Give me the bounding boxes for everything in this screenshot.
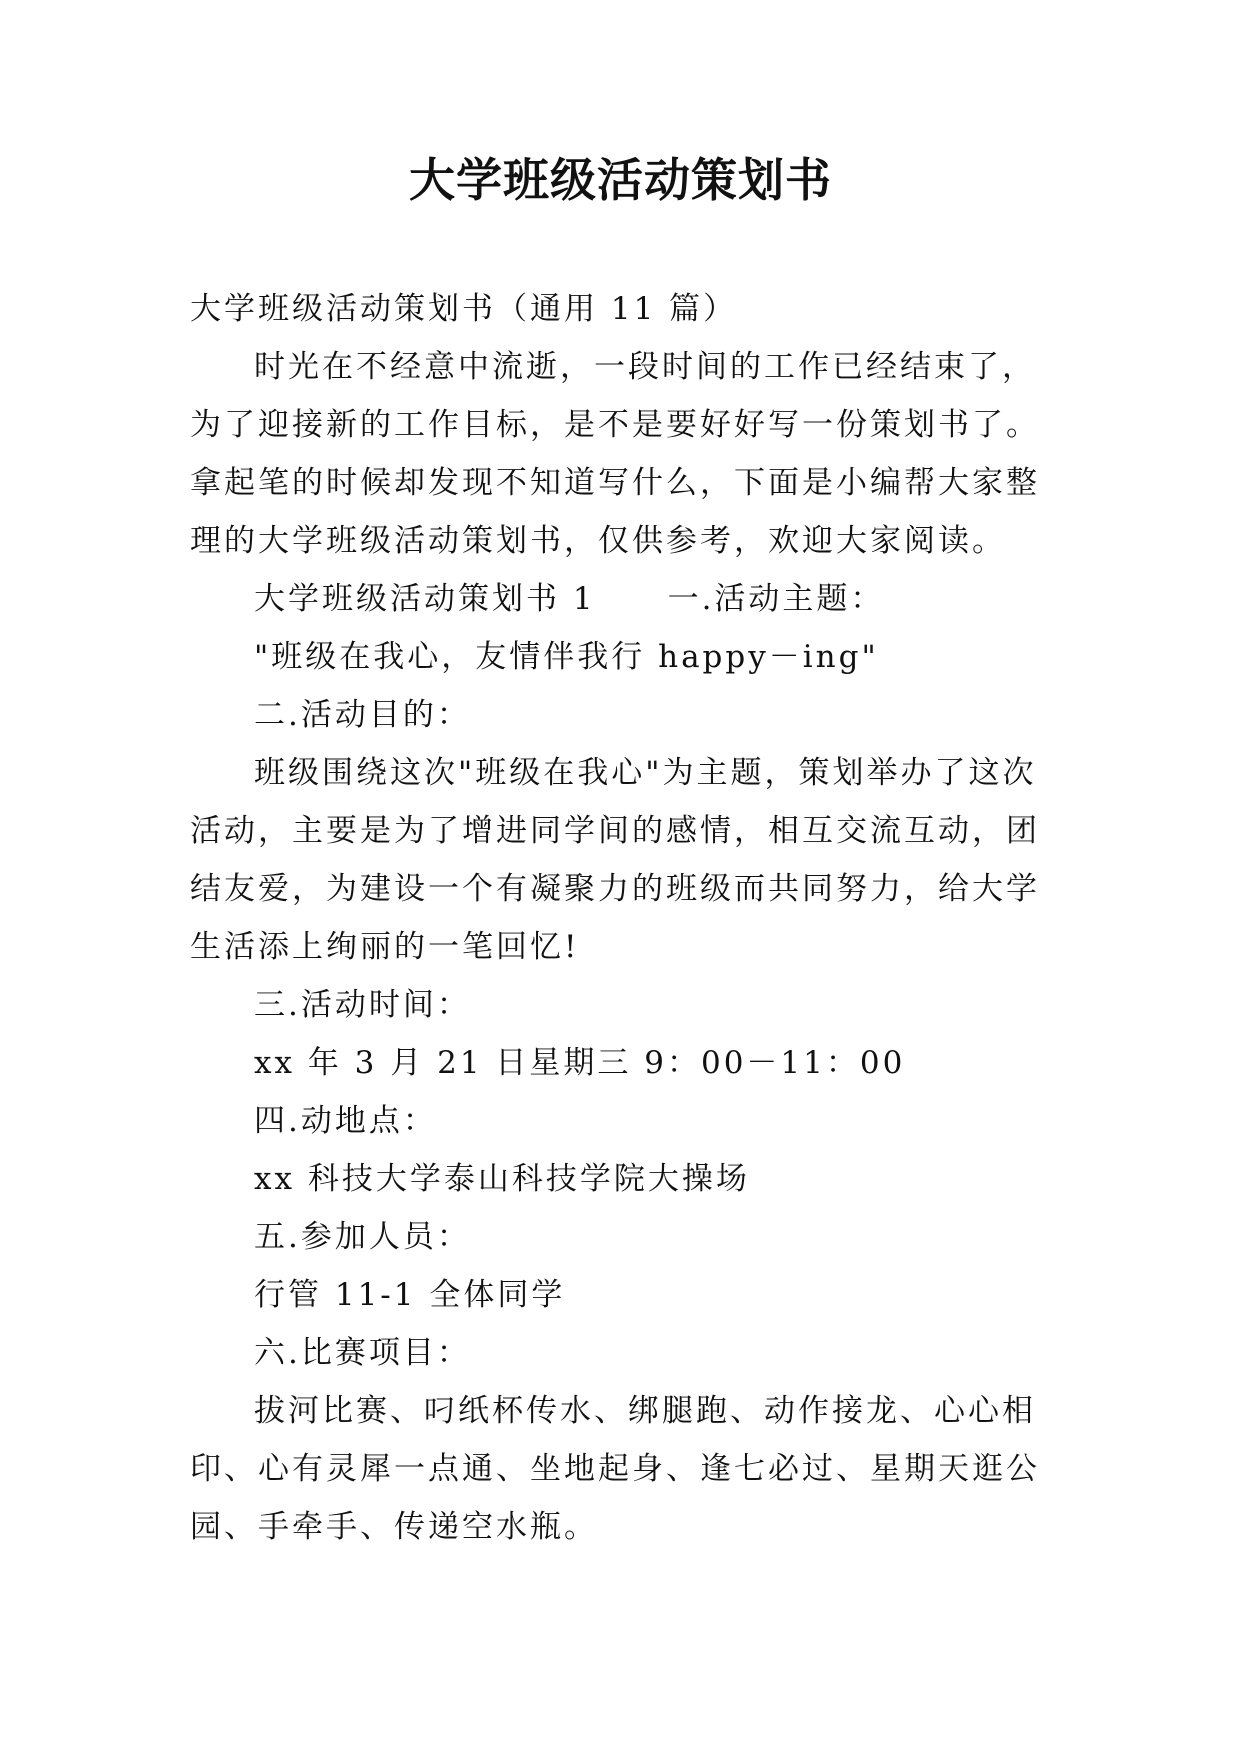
- purpose-heading: 二.活动目的：: [254, 697, 471, 733]
- theme-text: "班级在我心，友情伴我行 happy－ing": [254, 639, 879, 675]
- events-text: 拔河比赛、叼纸杯传水、绑腿跑、动作接龙、心心相印、心有灵犀一点通、坐地起身、逢七必过、星期天逛公园、手牵手、传递空水瓶。: [190, 1393, 1040, 1545]
- people-heading: 五.参加人员：: [254, 1219, 471, 1255]
- people-text: 行管 11-1 全体同学: [254, 1277, 566, 1313]
- place-text: xx 科技大学泰山科技学院大操场: [254, 1161, 750, 1197]
- time-text: xx 年 3 月 21 日星期三 9：00－11：00: [254, 1045, 906, 1081]
- purpose-text: 班级围绕这次"班级在我心"为主题，策划举办了这次活动，主要是为了增进同学间的感情，相互交流互动，团结友爱，为建设一个有凝聚力的班级而共同努力，给大学生活添上绚丽的一笔回忆!: [190, 755, 1040, 965]
- events-heading: 六.比赛项目：: [254, 1335, 471, 1371]
- document-subtitle: 大学班级活动策划书（通用 11 篇）: [190, 291, 738, 327]
- place-heading: 四.动地点：: [254, 1103, 437, 1139]
- document-body: [190, 280, 1060, 1556]
- document-title: 大学班级活动策划书: [409, 153, 832, 207]
- section-1-heading-line: [190, 570, 1060, 628]
- intro-paragraph: 时光在不经意中流逝，一段时间的工作已经结束了，为了迎接新的工作目标，是不是要好好写一份策划书了。拿起笔的时候却发现不知道写什么，下面是小编帮大家整理的大学班级活动策划书，仅供参考，欢迎大家阅读。: [190, 349, 1040, 559]
- time-heading: 三.活动时间：: [254, 987, 471, 1023]
- theme-heading: 一.活动主题：: [667, 581, 885, 617]
- section-1-heading: 大学班级活动策划书 1: [254, 581, 596, 617]
